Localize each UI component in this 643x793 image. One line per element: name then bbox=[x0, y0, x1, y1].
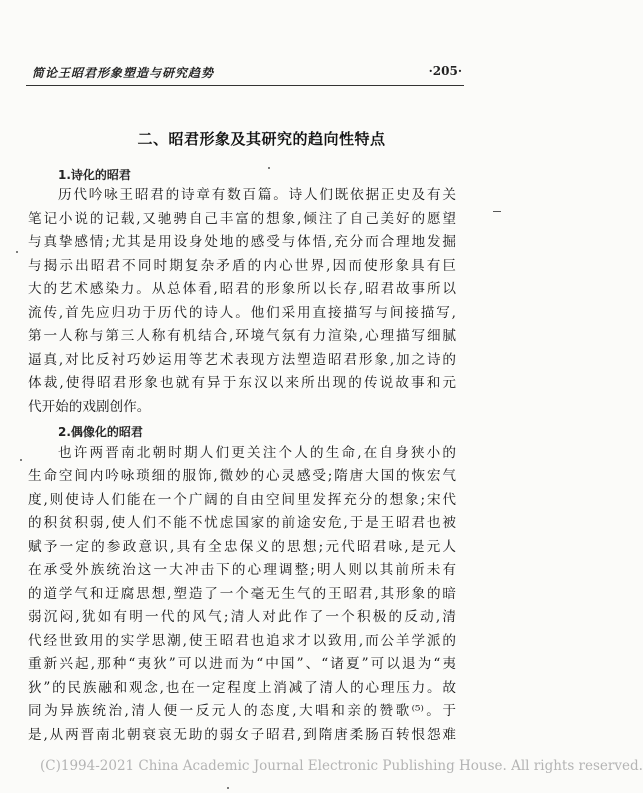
scan-speck bbox=[227, 787, 229, 789]
paragraph-line: 生命空间内吟咏琐细的服饰,微妙的心灵感受;隋唐大国的恢宏气 bbox=[28, 468, 456, 484]
paragraph-line: 弱沉闷,犹如有明一代的风气;清人对此作了一个积极的反动,清 bbox=[28, 609, 456, 625]
paragraph-line: 的道学气和迂腐思想,塑造了一个毫无生气的王昭君,其形象的暗 bbox=[28, 586, 456, 602]
paragraph-line: 体裁,使得昭君形象也就有异于东汉以来所出现的传说故事和元 bbox=[28, 375, 456, 391]
subsection-heading-1: 1.诗化的昭君 bbox=[58, 168, 131, 182]
paragraph-line: 赋予一定的参政意识,具有全忠保义的思想;元代昭君咏,是元人 bbox=[28, 539, 456, 555]
paragraph-line: 也许两晋南北朝时期人们更关注个人的生命,在自身狭小的 bbox=[58, 445, 456, 461]
paragraph-line: 代经世致用的实学思潮,使王昭君也追求才以致用,而公羊学派的 bbox=[28, 633, 456, 649]
paragraph-line: 逼真,对比反衬巧妙运用等艺术表现方法塑造昭君形象,加之诗的 bbox=[28, 352, 456, 368]
paragraph-line: 历代吟咏王昭君的诗章有数百篇。诗人们既依据正史及有关 bbox=[58, 187, 456, 203]
paragraph-line: 第一人称与第三人称有机结合,环境气氛有力渲染,心理描写细腻 bbox=[28, 328, 456, 344]
copyright-footer: (C)1994-2021 China Academic Journal Electronic Publishing House. All rights reserved. bbox=[40, 758, 643, 774]
paragraph-line: 同为异族统治,清人便一反元人的态度,大唱和亲的赞歌⁽⁵⁾。于 bbox=[28, 703, 456, 719]
paragraph-line: 度,则使诗人们能在一个广阔的自由空间里发挥充分的想象;宋代 bbox=[28, 492, 456, 508]
paragraph-line: 狄”的民族融和观念,也在一定程度上消减了清人的心理压力。故 bbox=[28, 680, 456, 696]
paragraph-line: 代开始的戏剧创作。 bbox=[28, 399, 151, 415]
running-header bbox=[26, 62, 462, 84]
paragraph-line: 流传,首先应归功于历代的诗人。他们采用直接描写与间接描写, bbox=[28, 305, 456, 321]
paragraph-line: 与揭示出昭君不同时期复杂矛盾的内心世界,因而使形象具有巨 bbox=[28, 258, 456, 274]
page-number: ·205· bbox=[428, 64, 462, 78]
paragraph-line: 在承受外族统治这一大冲击下的心理调整;明人则以其前所未有 bbox=[28, 562, 456, 578]
paragraph-line: 的积贫积弱,使人们不能不忧虑国家的前途安危,于是王昭君也被 bbox=[28, 515, 456, 531]
subsection-heading-2: 2.偶像化的昭君 bbox=[58, 425, 143, 439]
scan-speck bbox=[493, 211, 501, 212]
paragraph-line: 是,从两晋南北朝衰哀无助的弱女子昭君,到隋唐柔肠百转恨怨难 bbox=[28, 727, 456, 743]
scan-speck bbox=[16, 251, 18, 253]
running-title: 简论王昭君形象塑造与研究趋势 bbox=[32, 66, 215, 80]
paragraph-line: 笔记小说的记载,又驰骋自己丰富的想象,倾注了自己美好的愿望 bbox=[28, 211, 456, 227]
header-rule bbox=[26, 85, 464, 86]
section-title: 二、昭君形象及其研究的趋向性特点 bbox=[137, 130, 386, 148]
paragraph-line: 重新兴起,那种“夷狄”可以进而为“中国”、“诸夏”可以退为“夷 bbox=[28, 656, 456, 672]
paragraph-line: 与真挚感情;尤其是用设身处地的感受与体悟,充分而合理地发掘 bbox=[28, 234, 456, 250]
scan-speck bbox=[268, 167, 270, 169]
paragraph-line: 大的艺术感染力。从总体看,昭君的形象所以长存,昭君故事所以 bbox=[28, 281, 456, 297]
scan-speck bbox=[20, 459, 22, 461]
